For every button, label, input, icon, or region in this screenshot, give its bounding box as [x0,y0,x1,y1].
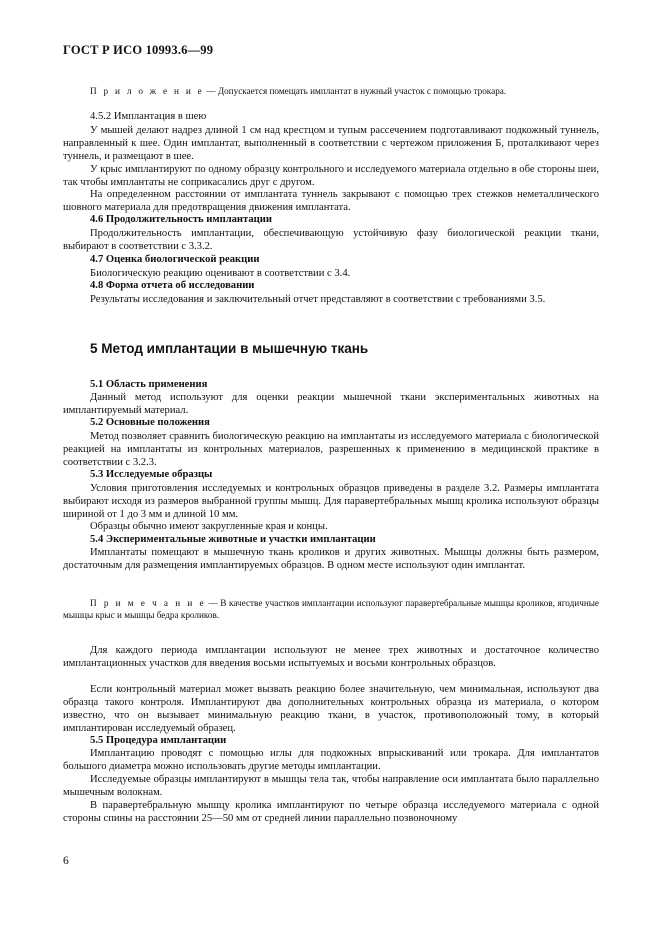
paragraph: Имплантаты помещают в мышечную ткань кроликов и других животных. Мышцы должны быть размером, достаточным для размещения имплантируемых образцов. В одном месте используют один имплантат. [63,547,599,571]
paragraph: Для каждого периода имплантации используют не менее трех животных и достаточное количество имплантационных участков для введения восьми испытуемых и восьми контрольных образцов. [63,645,599,669]
note-5-4 [63,597,599,621]
paragraph: Биологическую реакцию оценивают в соответствии с 3.4. [90,268,351,279]
document-header: ГОСТ Р ИСО 10993.6—99 [63,43,214,57]
paragraph: Исследуемые образцы имплантируют в мышцы тела так, чтобы направление оси имплантата было параллельно мышечным волокнам. [63,774,599,798]
paragraph: На определенном расстоянии от имплантата туннель закрывают с помощью трех стежков неметаллического шовного материала для предотвращения движения имплантата. [63,189,599,213]
subsection-title-4-6: 4.6 Продолжительность имплантации [90,214,272,225]
note-label: П р и л о ж е н и е [90,86,205,96]
paragraph: Если контрольный материал может вызвать реакцию более значительную, чем минимальная, используют два образца такого контроля. Имплантируют два дополнительных контрольных образца из материала, о котором известно, что он вызывает минимальную реакцию ткани, в участок, противоположный тому, в который имплантирован исследуемый образец. [63,684,599,734]
paragraph: У мышей делают надрез длиной 1 см над крестцом и тупым рассечением подготавливают подкожный туннель, направленный к шее. Один имплантат, выполненный в соответствии с чертежом приложения Б, проталкивают через туннель, и размещают в шее. [63,125,599,162]
note-text: — Допускается помещать имплантат в нужный участок с помощью трокара. [204,86,507,96]
subsection-title-5-4: 5.4 Экспериментальные животные и участки имплантации [90,534,376,545]
paragraph: Метод позволяет сравнить биологическую реакцию на имплантаты из исследуемого материала с биологической реакцией на имплантаты из контрольных материалов, разрешенных к применению в медицинской практике в соответствии с 3.2.3. [63,431,599,468]
section-title-5: 5 Метод имплантации в мышечную ткань [90,341,369,356]
paragraph: Образцы обычно имеют закругленные края и концы. [90,521,328,532]
subsection-title-5-1: 5.1 Область применения [90,379,208,390]
subsection-title-5-2: 5.2 Основные положения [90,417,210,428]
subsection-title-5-5: 5.5 Процедура имплантации [90,735,227,746]
note-top [90,85,599,97]
subsection-title-4-8: 4.8 Форма отчета об исследовании [90,280,255,291]
subsection-title-4-7: 4.7 Оценка биологической реакции [90,254,260,265]
note-label: П р и м е ч а н и е [90,598,206,608]
note-text: — В качестве участков имплантации используют паравертебральные мышцы кроликов, ягодичные мышцы крыс и мышцы бедра кроликов. [63,598,599,620]
subsection-title-4-5-2: 4.5.2 Имплантация в шею [90,111,207,122]
paragraph: Продолжительность имплантации, обеспечивающую устойчивую фазу биологической реакции ткани, выбирают в соответствии с 3.3.2. [63,228,599,252]
page-number: 6 [63,855,69,867]
paragraph: Имплантацию проводят с помощью иглы для подкожных впрыскиваний или трокара. Для имплантатов большого диаметра можно использовать другие методы имплантации. [63,748,599,772]
subsection-title-5-3: 5.3 Исследуемые образцы [90,469,213,480]
paragraph: У крыс имплантируют по одному образцу контрольного и исследуемого материала отдельно в обе стороны шеи, так чтобы имплантаты не соприкасались друг с другом. [63,164,599,188]
paragraph: В паравертебральную мышцу кролика имплантируют по четыре образца исследуемого материала с одной стороны спины на расстоянии 25—50 мм от средней линии параллельно позвоночному [63,800,599,824]
paragraph: Результаты исследования и заключительный отчет представляют в соответствии с требованиями 3.5. [90,294,546,305]
paragraph: Данный метод используют для оценки реакции мышечной ткани экспериментальных животных на имплантируемый материал. [63,392,599,416]
paragraph: Условия приготовления исследуемых и контрольных образцов приведены в разделе 3.2. Размеры имплантата выбирают исходя из размеров выбранной группы мышц. Для паравертебральных мышц кролика используют образцы шириной от 1 до 3 мм и длиной 10 мм. [63,483,599,520]
